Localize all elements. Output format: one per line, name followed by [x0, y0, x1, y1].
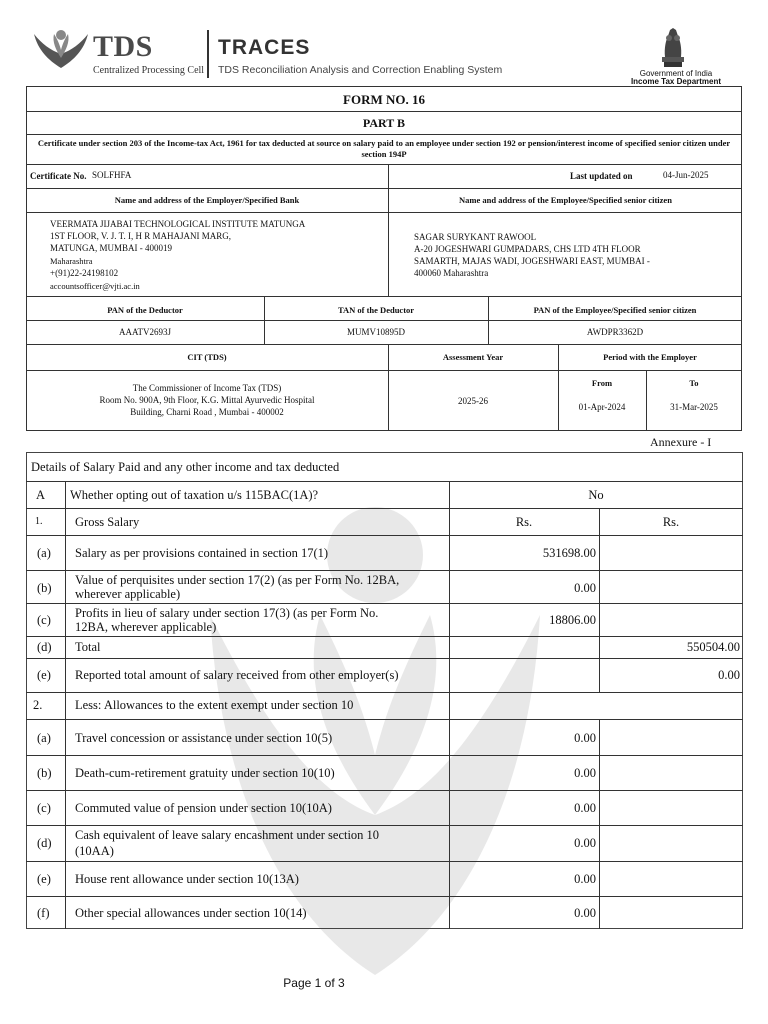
page-header: [0, 0, 768, 88]
traces-title: TRACES: [218, 36, 311, 59]
from-date: 01-Apr-2024: [578, 402, 626, 412]
amount-value: 0.00: [574, 731, 596, 745]
divider: [599, 719, 600, 929]
row-description: Travel concession or assistance under section 10(5): [75, 731, 333, 745]
employee-address-line: 400060 Maharashtra: [414, 268, 489, 278]
employee-address-line: A-20 JOGESHWARI GUMPADARS, CHS LTD 4TH FLOOR: [414, 244, 641, 254]
divider: [26, 111, 742, 112]
divider: [26, 896, 743, 897]
divider: [26, 790, 743, 791]
row-number: (c): [37, 801, 51, 815]
divider: [26, 603, 743, 604]
row-number: (f): [37, 906, 50, 920]
divider: [388, 164, 389, 188]
row-description: Commuted value of pension under section 10(10A): [75, 801, 332, 815]
from-label: From: [591, 378, 613, 388]
amount-value: 0.00: [574, 872, 596, 886]
row-number: 1.: [35, 516, 43, 527]
row-description: 12BA, wherever applicable): [75, 620, 217, 634]
employer-email: accountsofficer@vjti.ac.in: [50, 281, 140, 291]
income-tax-dept-label: Income Tax Department: [630, 77, 722, 86]
employer-phone: +(91)22-24198102: [50, 268, 119, 278]
amount-value: 0.00: [574, 581, 596, 595]
divider: [26, 370, 742, 371]
divider: [26, 320, 742, 321]
tan-deductor-value: MUMV10895D: [346, 327, 405, 337]
row-description: Total: [75, 640, 101, 654]
row-description: Salary as per provisions contained in section 17(1): [75, 546, 329, 560]
row-description: House rent allowance under section 10(13A): [75, 872, 299, 886]
divider: [26, 719, 743, 720]
divider: [26, 658, 743, 659]
divider: [388, 212, 389, 296]
row-number: (e): [37, 872, 51, 886]
row-description: Value of perquisites under section 17(2) (as per Form No. 12BA,: [75, 573, 400, 587]
amount-value: 0.00: [574, 766, 596, 780]
amount-value: 18806.00: [549, 613, 596, 627]
row-description: Whether opting out of taxation u/s 115BAC(1A)?: [70, 488, 319, 502]
to-label: To: [689, 378, 699, 388]
row-description: Other special allowances under section 10(14): [75, 906, 307, 920]
period-label: Period with the Employer: [603, 352, 697, 362]
divider: [26, 481, 743, 482]
row-number: (c): [37, 613, 51, 627]
page-number: Page 1 of 3: [283, 976, 345, 990]
national-emblem-icon: [656, 26, 690, 70]
row-description: Death-cum-retirement gratuity under section 10(10): [75, 766, 335, 780]
certificate-text: Certificate under section 203 of the Income-tax Act, 1961 for tax deducted at source on salary paid to an employee under section 192 or pension/interest income of specified senior citizen under section 194P: [37, 138, 731, 159]
row-number: (e): [37, 668, 51, 682]
form-title: FORM NO. 16: [343, 92, 425, 107]
divider: [26, 134, 742, 135]
last-updated-label: Last updated on: [570, 171, 633, 181]
pan-employee-label: PAN of the Employee/Specified senior citizen: [533, 305, 697, 315]
assessment-year-value: 2025-26: [458, 396, 488, 406]
amount-value: 0.00: [718, 668, 740, 682]
row-number: (d): [37, 640, 52, 654]
divider: [26, 344, 742, 345]
cert-no-value: SOLFHFA: [92, 170, 132, 180]
cit-address-line: Room No. 900A, 9th Floor, K.G. Mittal Ayurvedic Hospital: [99, 395, 315, 405]
divider: [26, 570, 743, 571]
row-number: (b): [37, 581, 52, 595]
divider: [26, 755, 743, 756]
row-description: Profits in lieu of salary under section 17(3) (as per Form No.: [75, 606, 379, 620]
divider: [26, 164, 742, 165]
pan-deductor-label: PAN of the Deductor: [107, 305, 183, 315]
amount-value: 0.00: [574, 801, 596, 815]
row-number: A: [36, 488, 46, 502]
annexure-title: Details of Salary Paid and any other income and tax deducted: [31, 460, 340, 474]
divider: [26, 825, 743, 826]
amount-value: 531698.00: [542, 546, 596, 560]
employer-address-line: VEERMATA JIJABAI TECHNOLOGICAL INSTITUTE MATUNGA: [50, 219, 306, 229]
employer-address-line: MATUNGA, MUMBAI - 400019: [50, 243, 173, 253]
row-description: Reported total amount of salary received from other employer(s): [75, 668, 399, 682]
cit-address-line: The Commissioner of Income Tax (TDS): [132, 383, 282, 393]
assessment-year-label: Assessment Year: [442, 352, 504, 362]
row-description: wherever applicable): [75, 587, 181, 601]
last-updated-value: 04-Jun-2025: [663, 170, 709, 180]
annexure-label: Annexure - I: [650, 435, 712, 449]
row-description: Less: Allowances to the extent exempt under section 10: [75, 698, 354, 712]
amount-value: 0.00: [574, 836, 596, 850]
employee-header: Name and address of the Employee/Specified senior citizen: [459, 195, 672, 205]
rs-column-header: Rs.: [662, 515, 680, 529]
tds-logo-subtitle: Centralized Processing Cell: [93, 65, 205, 76]
cit-address-line: Building, Charni Road , Mumbai - 400002: [130, 407, 284, 417]
form-part: PART B: [362, 116, 406, 130]
employee-address-line: SAMARTH, MAJAS WADI, JOGESHWARI EAST, MUMBAI -: [414, 256, 650, 266]
divider: [26, 296, 742, 297]
tds-logo-text: TDS: [93, 30, 153, 63]
divider: [26, 636, 743, 637]
row-number: (a): [37, 731, 51, 745]
row-number: (a): [37, 546, 51, 560]
gov-of-india-label: Government of India: [639, 69, 713, 78]
cit-label: CIT (TDS): [187, 352, 227, 362]
row-description: Cash equivalent of leave salary encashment under section 10: [75, 828, 380, 842]
cert-no-label: Certificate No.: [30, 171, 87, 181]
total-amount: 550504.00: [686, 640, 740, 654]
tan-deductor-label: TAN of the Deductor: [337, 305, 415, 315]
rs-column-header: Rs.: [515, 515, 533, 529]
row-number: (b): [37, 766, 52, 780]
divider: [26, 508, 743, 509]
traces-subtitle: TDS Reconciliation Analysis and Correction Enabling System: [218, 64, 503, 76]
divider: [26, 212, 742, 213]
employee-address-line: SAGAR SURYKANT RAWOOL: [414, 232, 537, 242]
divider: [26, 861, 743, 862]
divider: [26, 188, 742, 189]
tds-logo-icon: [30, 28, 92, 70]
divider: [26, 692, 743, 693]
employer-address-line: 1ST FLOOR, V. J. T. I, H R MAHAJANI MARG,: [50, 231, 231, 241]
pan-deductor-value: AAATV2693J: [118, 327, 171, 337]
header-divider: [207, 30, 209, 78]
row-number: 2.: [33, 698, 43, 712]
opting-out-value: No: [588, 488, 604, 502]
row-description: Gross Salary: [75, 515, 140, 529]
row-description: (10AA): [75, 844, 114, 858]
amount-value: 0.00: [574, 906, 596, 920]
to-date: 31-Mar-2025: [670, 402, 718, 412]
row-number: (d): [37, 836, 52, 850]
employer-address-line: Maharashtra: [50, 256, 93, 266]
employer-header: Name and address of the Employer/Specified Bank: [114, 195, 300, 205]
divider: [26, 535, 743, 536]
pan-employee-value: AWDPR3362D: [586, 327, 644, 337]
